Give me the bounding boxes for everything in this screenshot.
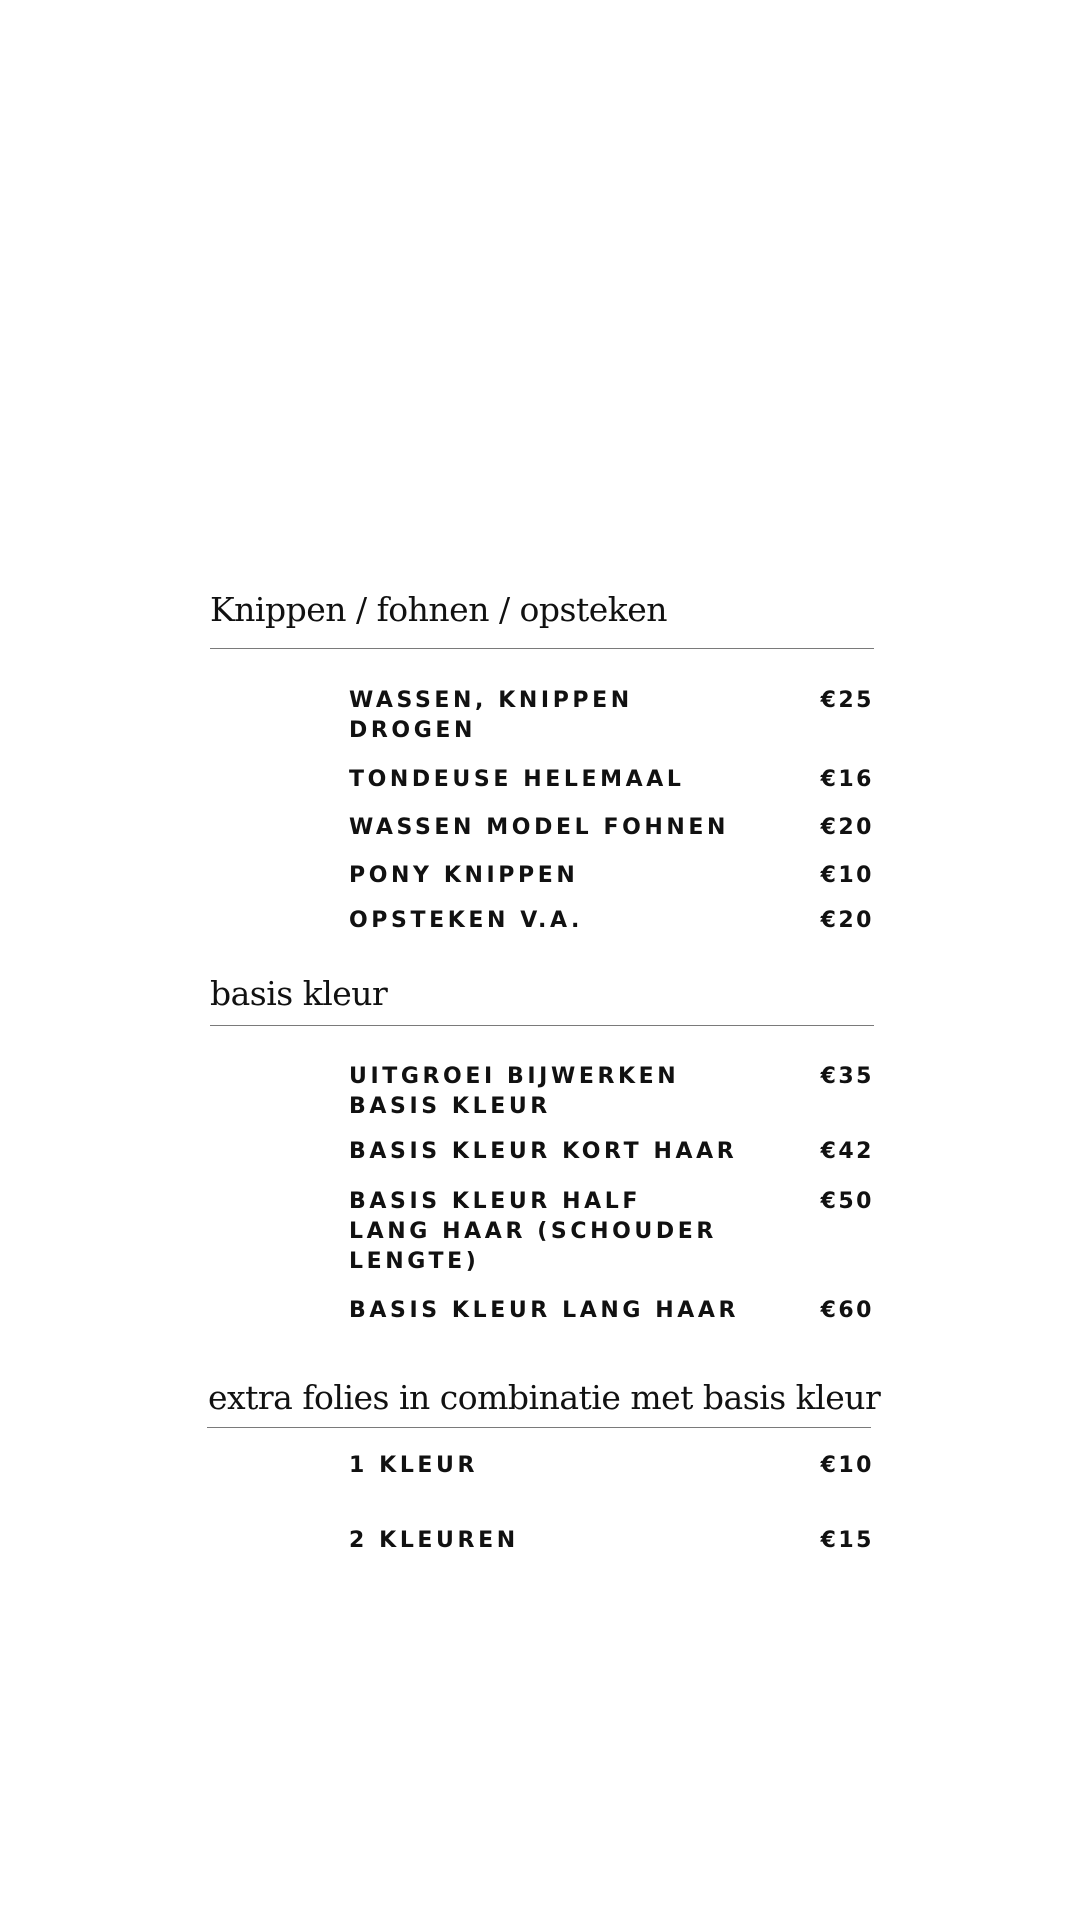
service-name: 2 KLEUREN bbox=[349, 1528, 519, 1553]
section-divider bbox=[210, 648, 874, 649]
service-name: UITGROEI BIJWERKEN BASIS KLEUR bbox=[349, 1064, 680, 1119]
service-name: PONY KNIPPEN bbox=[349, 863, 579, 888]
service-price: €16 bbox=[820, 767, 874, 792]
section-title: extra folies in combinatie met basis kleur bbox=[208, 1378, 881, 1417]
service-price: €20 bbox=[820, 815, 874, 840]
service-price: €25 bbox=[820, 688, 874, 713]
service-price: €50 bbox=[820, 1189, 874, 1214]
section-divider bbox=[210, 1025, 874, 1026]
service-price: €35 bbox=[820, 1064, 874, 1089]
service-price: €20 bbox=[820, 908, 874, 933]
service-name: BASIS KLEUR LANG HAAR bbox=[349, 1298, 740, 1323]
service-name: BASIS KLEUR HALF LANG HAAR (SCHOUDER LENGTE) bbox=[349, 1189, 717, 1274]
service-price: €42 bbox=[820, 1139, 874, 1164]
section-divider bbox=[207, 1427, 871, 1428]
service-name: OPSTEKEN V.A. bbox=[349, 908, 583, 933]
section-title: basis kleur bbox=[210, 974, 388, 1013]
service-price: €15 bbox=[820, 1528, 874, 1553]
service-name: 1 KLEUR bbox=[349, 1453, 479, 1478]
service-price: €10 bbox=[820, 1453, 874, 1478]
service-name: TONDEUSE HELEMAAL bbox=[349, 767, 685, 792]
service-price: €10 bbox=[820, 863, 874, 888]
service-price: €60 bbox=[820, 1298, 874, 1323]
service-name: BASIS KLEUR KORT HAAR bbox=[349, 1139, 738, 1164]
section-title: Knippen / fohnen / opsteken bbox=[210, 590, 668, 629]
service-name: WASSEN MODEL FOHNEN bbox=[349, 815, 730, 840]
service-name: WASSEN, KNIPPEN DROGEN bbox=[349, 688, 633, 743]
